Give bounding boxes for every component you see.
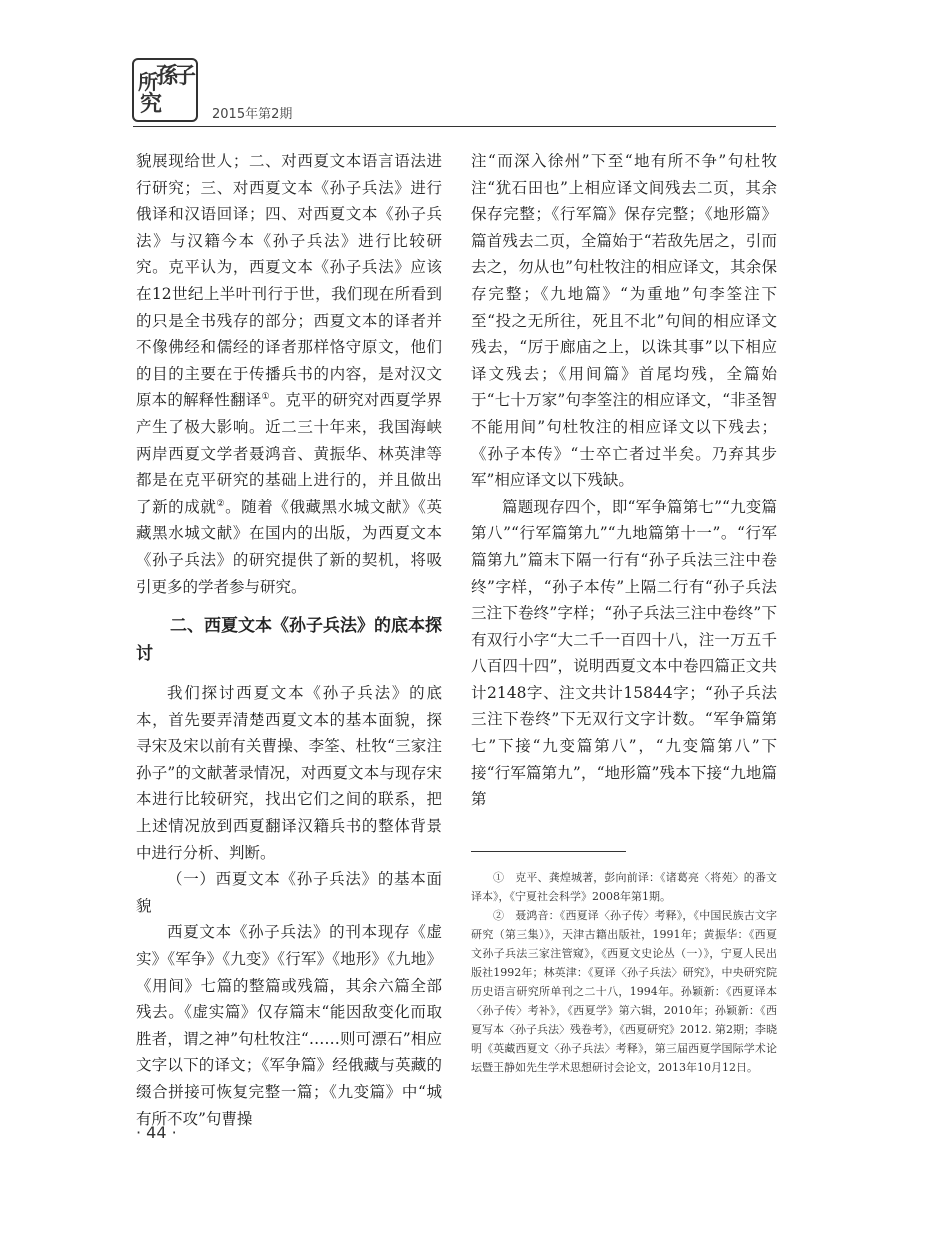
paragraph-text: 貌展现给世人；二、对西夏文本语言语法进行研究；三、对西夏文本《孙子兵法》进行俄译和汉语回译；四、对西夏文本《孙子兵法》与汉籍今本《孙子兵法》进行比较研究。克平认为，西夏文本《孙子兵法》应该在12世纪上半叶刊行于世，我们现在所看到的只是全书残存的部分；西夏文本的译者并不像佛经和儒经的译者那样恪守原文，他们的目的主要在于传播兵书的内容，是对汉文原本的解释性翻译 bbox=[136, 152, 442, 410]
paragraph: 我们探讨西夏文本《孙子兵法》的底本，首先要弄清楚西夏文本的基本面貌，探寻宋及宋以前有关曹操、李筌、杜牧“三家注孙子”的文献著录情况，对西夏文本与现存宋本进行比较研究，找出它们之间的联系，把上述情况放到西夏翻译汉籍兵书的整体背景中进行分析、判断。 bbox=[136, 684, 442, 862]
header-divider bbox=[133, 126, 776, 127]
logo-char: 究 bbox=[140, 91, 163, 117]
footnotes bbox=[471, 868, 777, 1077]
section-title: 二、西夏文本《孙子兵法》的底本探讨 bbox=[136, 616, 442, 665]
page-number: · 44 · bbox=[136, 1123, 177, 1142]
paragraph: 注“而深入徐州”下至“地有所不争”句杜牧注“犹石田也”上相应译文间残去二页，其余保存完整；《行军篇》保存完整；《地形篇》篇首残去二页，全篇始于“若敌先居之，引而去之，勿从也”句杜牧注的相应译文，其余保存完整；《九地篇》“为重地”句李筌注下至“投之无所往，死且不北”句间的相应译文残去，“厉于廊庙之上，以诛其事”以下相应译文残去；《用间篇》首尾均残，全篇始于“七十万家”句李筌注的相应译文，“非圣智不能用间”句杜牧注的相应译文以下残去；《孙子本传》“士卒亡者过半矣。乃弃其步军”相应译文以下残缺。 bbox=[471, 152, 777, 490]
journal-logo bbox=[132, 58, 198, 122]
paragraph-text: 。随着《俄藏黑水城文献》《英藏黑水城文献》在国内的出版，为西夏文本《孙子兵法》的研究提供了新的契机，将吸引更多的学者参与研究。 bbox=[136, 497, 442, 596]
paragraph: 篇题现存四个，即“军争篇第七”“九变篇第八”“行军篇第九”“九地篇第十一”。“行军篇第九”篇末下隔一行有“孙子兵法三注中卷终”字样，“孙子本传”上隔二行有“孙子兵法三注下卷终”字样；“孙子兵法三注中卷终”下有双行小字“大二千一百四十八，注一万五千八百四十四”，说明西夏文本中卷四篇正文共计2148字、注文共计15844字；“孙子兵法三注下卷终”下无双行文字计数。“军争篇第七”下接“九变篇第八”，“九变篇第八”下接“行军篇第九”，“地形篇”残本下接“九地篇第 bbox=[471, 497, 777, 809]
footnote: ① 克平、龚煌城著，彭向前译：《诸葛亮〈将苑〉的番文译本》，《宁夏社会科学》2008年第1期。 bbox=[471, 871, 777, 903]
subsection-title: （一）西夏文本《孙子兵法》的基本面貌 bbox=[136, 870, 442, 915]
footnote: ② 聂鸿音：《西夏译〈孙子传〉考释》，《中国民族古文字研究（第三集）》，天津古籍出版社，1991年；黄振华：《西夏文孙子兵法三家注管窥》，《西夏文史论丛（一）》，宁夏人民出版社1992年；林英津：《夏译〈孙子兵法〉研究》，中央研究院历史语言研究所单刊之二十八，1994年。孙颖新：《西夏译本〈孙子传〉考补》，《西夏学》第六辑，2010年；孙颖新：《西夏写本〈孙子兵法〉残卷考》，《西夏研究》2012. 第2期；李晓明《英藏西夏文〈孙子兵法〉考释》，第三届西夏学国际学术论坛暨王静如先生学术思想研讨会论文，2013年10月12日。 bbox=[471, 909, 777, 1074]
footnote-ref: ② bbox=[216, 498, 226, 509]
footnote-divider bbox=[471, 851, 626, 852]
logo-char: 所 bbox=[138, 70, 158, 94]
left-column bbox=[136, 148, 442, 1132]
paragraph: 西夏文本《孙子兵法》的刊本现存《虚实》《军争》《九变》《行军》《地形》《九地》《用间》七篇的整篇或残篇，其余六篇全部残去。《虚实篇》仅存篇末“能因敌变化而取胜者，谓之神”句杜牧注“……则可漂石”相应文字以下的译文；《军争篇》经俄藏与英藏的缀合拼接可恢复完整一篇；《九变篇》中“城有所不攻”句曹操 bbox=[136, 923, 442, 1128]
logo-char: 孫 bbox=[156, 63, 179, 89]
footnote-ref: ① bbox=[261, 392, 270, 403]
right-column bbox=[471, 148, 777, 813]
paragraph-text: 。克平的研究对西夏学界产生了极大影响。近二三十年来，我国海峡两岸西夏文学者聂鸿音、黄振华、林英津等都是在克平研究的基础上进行的，并且做出了新的成就 bbox=[136, 391, 442, 516]
issue-label: 2015年第2期 bbox=[212, 107, 293, 122]
paragraph bbox=[136, 148, 442, 600]
logo-char: 子 bbox=[174, 63, 197, 89]
